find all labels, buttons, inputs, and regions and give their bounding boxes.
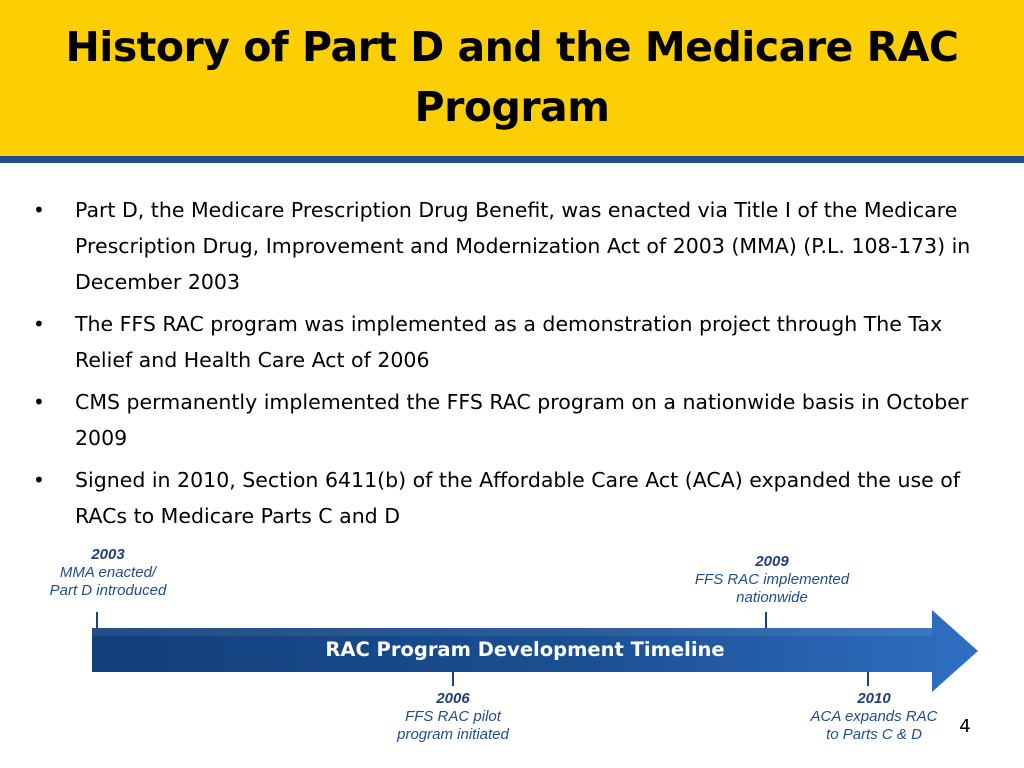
event-year: 2010 bbox=[857, 690, 891, 707]
event-line: FFS RAC pilot bbox=[405, 708, 501, 725]
bullet-text: Signed in 2010, Section 6411(b) of the Affordable Care Act (ACA) expanded the use of RACs to Medicare Parts C and D bbox=[75, 468, 961, 528]
event-line: nationwide bbox=[736, 589, 808, 606]
bullet-marker: • bbox=[33, 312, 45, 336]
event-2010 bbox=[794, 690, 954, 744]
bullet-text: CMS permanently implemented the FFS RAC program on a nationwide basis in October 2009 bbox=[75, 390, 969, 450]
event-line: MMA enacted/ bbox=[59, 564, 157, 581]
event-2006 bbox=[373, 690, 533, 744]
event-line: FFS RAC implemented bbox=[694, 571, 850, 588]
bullet-item bbox=[30, 462, 1000, 534]
event-year: 2006 bbox=[436, 690, 470, 707]
bullet-marker: • bbox=[33, 390, 45, 414]
timeline-graphic bbox=[0, 540, 1024, 768]
bullet-marker: • bbox=[33, 468, 45, 492]
bullet-item bbox=[30, 306, 1000, 378]
event-line: Part D introduced bbox=[49, 582, 167, 599]
event-2009 bbox=[672, 553, 872, 607]
bullet-marker: • bbox=[33, 198, 45, 222]
timeline-title: RAC Program Development Timeline bbox=[325, 638, 725, 661]
bullet-text: The FFS RAC program was implemented as a demonstration project through The Tax Relief and Health Care Act of 2006 bbox=[75, 312, 943, 372]
page-number: 4 bbox=[959, 716, 971, 737]
slide-title: History of Part D and the Medicare RAC Program bbox=[65, 23, 959, 131]
event-year: 2009 bbox=[755, 553, 789, 570]
event-line: ACA expands RAC bbox=[810, 708, 938, 725]
event-year: 2003 bbox=[91, 546, 125, 563]
bullet-list bbox=[30, 192, 1000, 540]
title-banner bbox=[0, 0, 1024, 156]
bullet-text: Part D, the Medicare Prescription Drug Benefit, was enacted via Title I of the Medicare Prescription Drug, Improvement and Modernization Act of 2003 (MMA) (P.L. 108-173) in December 2003 bbox=[75, 198, 971, 294]
bullet-item bbox=[30, 384, 1000, 456]
event-line: program initiated bbox=[397, 726, 509, 743]
event-2003 bbox=[28, 546, 188, 600]
title-divider bbox=[0, 156, 1024, 163]
bullet-item bbox=[30, 192, 1000, 300]
event-line: to Parts C & D bbox=[826, 726, 922, 743]
arrow-shine bbox=[92, 628, 932, 636]
